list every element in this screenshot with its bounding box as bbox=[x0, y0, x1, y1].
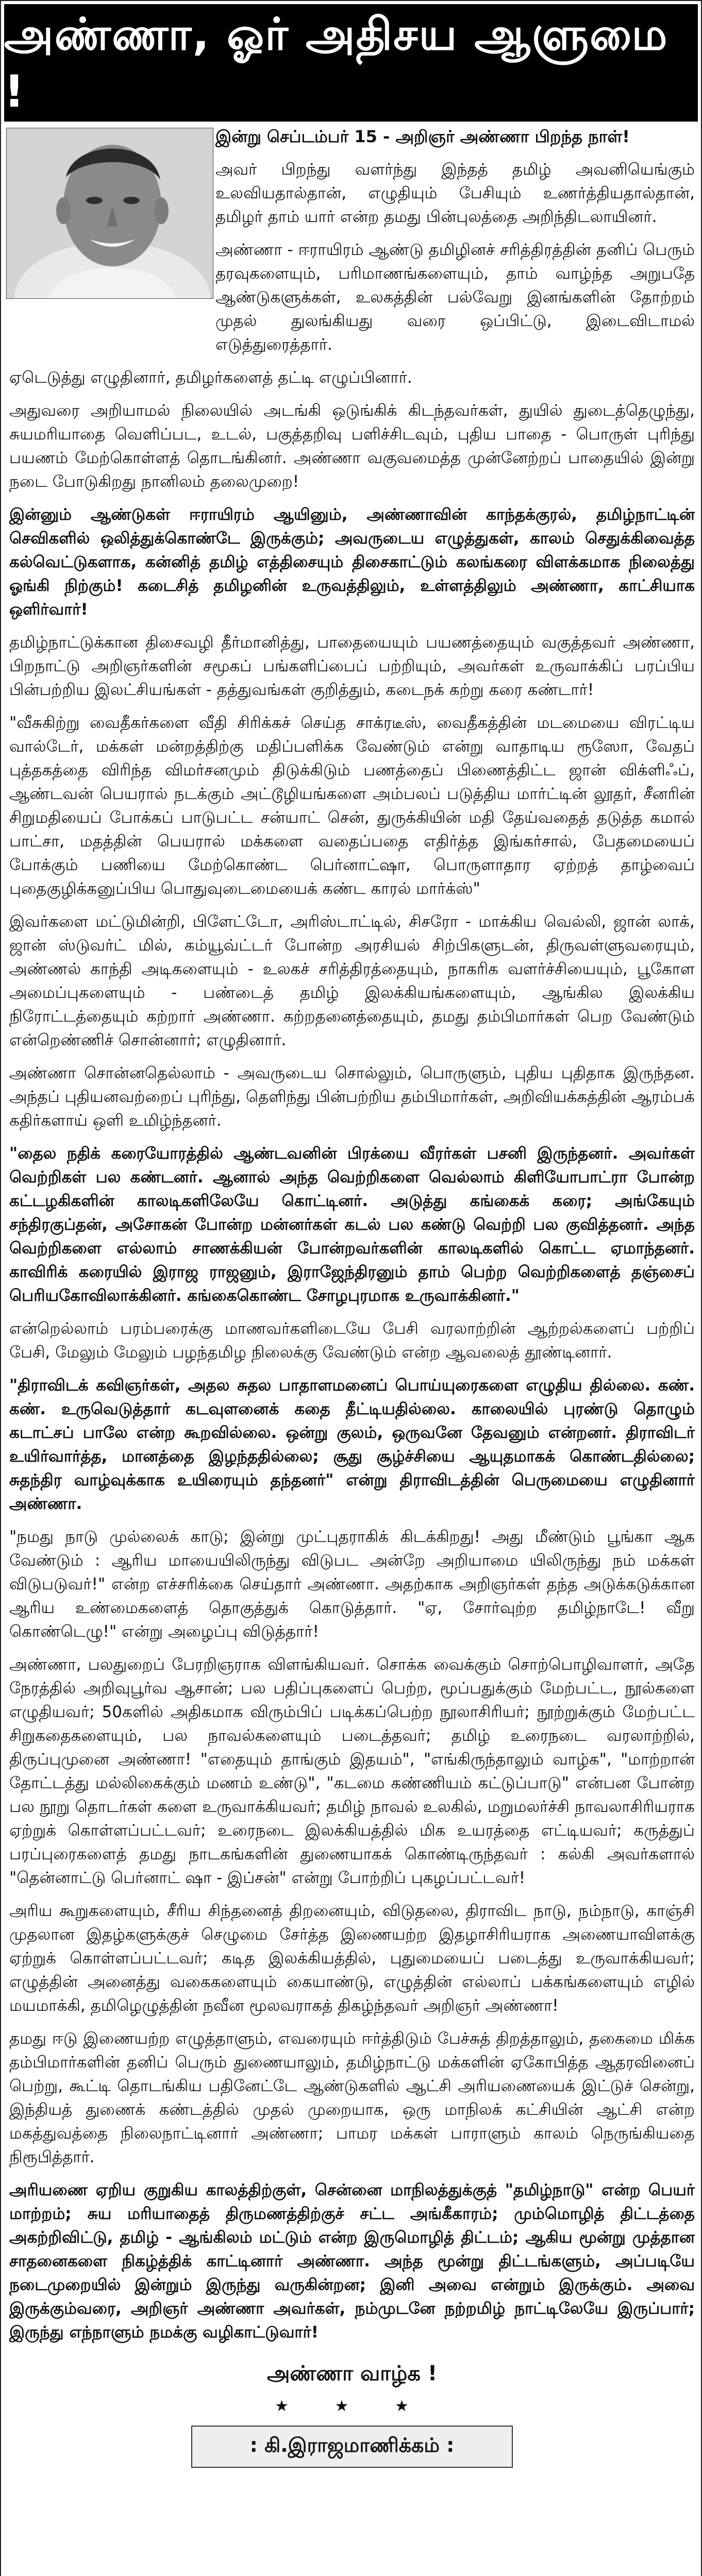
paragraph-8: "நமது நாடு முல்லைக் காடு; இன்று முட்புதராகிக் கிடக்கிறது! அது மீண்டும் பூங்கா ஆக வேண்டும் : ஆரிய மாயையிலிருந்து விடுபட அன்றே அறியாமை யிலிருந்து நம் மக்கள் விடுபடுவர்!" என்ற எச்சரிக்கை செய்தார் அண்ணா. அதற்காக அறிஞர்கள் தந்த அடுக்கடுக்கான ஆரிய உண்மைகளைத் தொகுத்துக் கொடுத்தார். "ஏ, சோர்வுற்ற தமிழ்நாடே! வீறு கொண்டெழு!" என்று அழைப்பு விடுத்தார்! bbox=[9, 1528, 695, 1641]
paragraph-1: ஏடெடுத்து எழுதினார், தமிழர்களைத் தட்டி எழுப்பினார். bbox=[9, 368, 412, 387]
paragraph-7: என்றெல்லாம் பரம்பரைக்கு மாணவர்களிடையே பேசி வரலாற்றின் ஆற்றல்களைப் பற்றிப் பேசி, மேலும் மேலும் பழந்தமிழ நிலைக்கு வேண்டும் என்ற ஆவலைத் தூண்டினார். bbox=[9, 1319, 695, 1362]
quote-paragraph: "தைல நதிக் கரையோரத்தில் ஆண்டவனின் பிரக்யை வீரர்கள் பசனி இருந்தனர். அவர்கள் வெற்றிகள் பல கண்டனர். ஆனால் அந்த வெற்றிகளை வெல்லாம் கிளியோபாட்ரா போன்ற கட்டழகிகளின் காலடிகளிலேயே கொட்டினர். அடுத்து கங்கைக் கரை; அங்கேயும் சந்திரகுப்தன், அசோகன் போன்ற மன்னர்கள் கடல் பல கண்டு வெற்றி பல குவித்தனர். அந்த வெற்றிகளை எல்லாம் சாணக்கியன் போன்றவர்களின் காலடிகளில் கொட்ட ஏமாந்தனர். காவிரிக் கரையில் இராஜ ராஜனும், இராஜேந்திரனும் தாம் பெற்ற வெற்றிகளைத் தஞ்சைப் பெரியகோவிலாக்கினர். கங்கைகொண்ட சோழபுரமாக உருவாக்கினர்." bbox=[9, 1144, 695, 1305]
paragraph-4: "வீசுகிற்று வைதீகர்களை வீதி சிரிக்கச் செய்த சாக்ரடீஸ், வைதீகத்தின் மடமையை விரட்டிய வால்டேர், மக்கள் மன்றத்திற்கு மதிப்பளிக்க வேண்டும் என்று வாதாடிய ரூஸோ, வேதப் புத்தகத்தை விரிந்த விமர்சனமும் திடுக்கிடும் பணத்தைப் பிணைத்திட்ட ஜான் விக்ளிஃப், ஆண்டவன் பெயரால் நடக்கும் அட்டூழியங்களை அம்பலப் படுத்திய மார்ட்டின் லூதர், சீனரின் சிறுமதியைப் போக்கப் பாடுபட்ட சன்யாட் சென், துருக்கியின் மதி தேய்வதைத் தடுத்த கமால் பாட்சா, மதத்தின் பெயரால் மக்களை வதைப்பதை எதிர்த்த இங்கர்சால், பேதமையைப் போக்கும் பணியை மேற்கொண்ட பெர்னாட்ஷா, பொருளாதார ஏற்றத் தாழ்வைப் புதைகுழிக்கனுப்பிய பொதுவுடைமையைக் கண்ட காரல் மார்க்ஸ்" bbox=[9, 714, 695, 898]
highlight-paragraph-1: இன்னும் ஆண்டுகள் ஈராயிரம் ஆயினும், அண்ணாவின் காந்தக்குரல், தமிழ்நாட்டின் செவிகளில் ஒலித்துக்கொண்டே இருக்கும்; அவருடைய எழுத்துகள், காலம் செதுக்கிவைத்த கல்வெட்டுகளாக, கன்னித் தமிழ் எத்திசையும் திசைகாட்டும் கலங்கரை விளக்கமாக நிலைத்து ஓங்கி நிற்கும்! கடைசித் தமிழனின் உருவத்திலும், உள்ளத்திலும் அண்ணா, காட்சியாக ஒளிர்வார்! bbox=[9, 505, 695, 619]
highlight-paragraph-3: அரியணை ஏறிய குறுகிய காலத்திற்குள், சென்னை மாநிலத்துக்குத் "தமிழ்நாடு" என்ற பெயர் மாற்றம்; சுய மரியாதைத் திருமணத்திற்குச் சட்ட அங்கீகாரம்; மும்மொழித் திட்டத்தை அகற்றிவிட்டு, தமிழ் - ஆங்கிலம் மட்டும் என்ற இருமொழித் திட்டம்; ஆகிய மூன்று முத்தான சாதனைகளை நிகழ்த்திக் காட்டினார் அண்ணா. அந்த மூன்று திட்டங்களும், அப்படியே நடைமுறையில் இன்றும் இருந்து வருகின்றன; இனி அவை என்றும் இருக்கும். அவை இருக்கும்வரை, அறிஞர் அண்ணா அவர்கள், நம்முடனே நற்றமிழ் நாட்டிலேயே இருப்பார்; இருந்து எந்நாளும் நமக்கு வழிகாட்டுவார்! bbox=[9, 2181, 695, 2342]
date-line: இன்று செப்டம்பர் 15 - அறிஞர் அண்ணா பிறந்த நாள்! bbox=[215, 127, 630, 146]
article-body bbox=[9, 125, 695, 2468]
article-title: அண்ணா, ஓர் அதிசய ஆளுமை ! bbox=[4, 4, 698, 122]
author-name: : கி.இராஜமாணிக்கம் : bbox=[191, 2426, 513, 2468]
paragraph-2: அதுவரை அறியாமல் நிலையில் அடங்கி ஒடுங்கிக் கிடந்தவர்கள், துயில் துடைத்தெழுந்து, சுயமரியாதை வெளிப்பட, உடல், பகுத்தறிவு பளிச்சிடவும், புதிய பாதை - பொருள் புரிந்து பயணம் மேற்கொள்ளத் தொடங்கினர். அண்ணா வகுவமைத்த முன்னேற்றப் பாதையில் இன்று நடை போடுகிறது நானிலம் தலைமுறை! bbox=[9, 401, 695, 491]
paragraph-5: இவர்களை மட்டுமின்றி, பிளேட்டோ, அரிஸ்டாட்டில், சிசரோ - மாக்கிய வெல்லி, ஜான் லாக், ஜான் ஸ்டுவர்ட் மில், கம்யூவ்ட்டர் போன்ற அரசியல் சிற்பிகளுடன், திருவள்ளுவரையும், அண்ணல் காந்தி அடிகளையும் - உலகச் சரித்திரத்தையும், நாகரிக வளர்ச்சியையும், பூகோள அமைப்புகளையும் - பண்டைத் தமிழ் இலக்கியங்களையும், ஆங்கில இலக்கிய நிரோட்டத்தையும் கற்றார் அண்ணா. கற்றதனைத்தையும், தமது தம்பிமார்கள் பெற வேண்டும் என்றெண்ணிச் சொன்னார்; எழுதினார். bbox=[9, 912, 695, 1049]
paragraph-9: அண்ணா, பலதுறைப் பேரறிஞராக விளங்கியவர். சொக்க வைக்கும் சொற்பொழிவாளர், அதே நேரத்தில் அறிவுபூர்வ ஆசான்; பல பதிப்புகளைப் பெற்ற, மூப்பதுக்கும் மேற்பட்ட, நூல்களை எழுதியவர்; 50களில் அதிகமாக விரும்பிப் படிக்கப்பெற்ற நூலாசிரியர்; நூற்றுக்கும் மேற்பட்ட சிறுகதைகளையும், பல நாவல்களையும் படைத்தவர்; தமிழ் உரைநடை வரலாற்றில், திருப்புமுனை அண்ணா! "எதையும் தாங்கும் இதயம்", "எங்கிருந்தாலும் வாழ்க", "மாற்றான் தோட்டத்து மல்லிகைக்கும் மணம் உண்டு", "கடமை கண்ணியம் கட்டுப்பாடு" என்பன போன்ற பல நூறு தொடர்கள் களை உருவாக்கியவர்; தமிழ் நாவல் உலகில், மறுமலர்ச்சி நாவலாசிரியராக ஏற்றுக் கொள்ளப்பட்டவர்; உரைநடை இலக்கியத்தில் மிக உயரத்தை எட்டியவர்; கருத்துப் பரப்புரைகளைத் தமது நாடகங்களின் துணையாகக் கொண்டிருந்தவர் : கல்கி அவர்களால் "தென்னாட்டு பெர்னாட் ஷா - இப்சன்" என்று போற்றிப் புகழப்பட்டவர்! bbox=[9, 1655, 695, 1887]
paragraph-3: தமிழ்நாட்டுக்கான திசைவழி தீர்மானித்து, பாதையையும் பயணத்தையும் வகுத்தவர் அண்ணா, பிறநாட்டு அறிஞர்களின் சமூகப் பங்களிப்பைப் பற்றியும், அவர்கள் உருவாக்கிப் பரப்பிய பின்பற்றிய இலட்சியங்கள் - தத்துவங்கள் குறித்தும், கடைநக் கற்று கரை கண்டார்! bbox=[9, 633, 695, 699]
intro-paragraph-1: அவர் பிறந்து வளர்ந்து இந்தத் தமிழ் அவனியெங்கும் உலவியதால்தான், எழுதியும் பேசியும் உணர்த்தியதால்தான், தமிழர் தாம் யார் என்ற தமது பின்புலத்தை அறிந்திடலாயினர். bbox=[215, 160, 695, 226]
intro-paragraph-2: அண்ணா - ஈராயிரம் ஆண்டு தமிழினச் சரித்திரத்தின் தனிப் பெரும் தரவுகளையும், பரிமாணங்களையும், தாம் வாழ்ந்த அறுபதே ஆண்டுகளுக்கள், உலகத்தின் பல்வேறு இனங்களின் தோற்றம் முதல் துலங்கியது வரை ஒப்பிட்டு, இடைவிடாமல் எடுத்துரைத்தார். bbox=[215, 241, 695, 354]
paragraph-11: தமது ஈடு இணையற்ற எழுத்தாளும், எவரையும் ஈர்த்திடும் பேச்சுத் திறத்தாலும், தகைமை மிக்க தம்பிமார்களின் தனிப் பெரும் துணையாலும், தமிழ்நாட்டு மக்களின் ஏகோபித்த ஆதரவினைப் பெற்று, கூட்டி தொடங்கிய பதினேட்டே ஆண்டுகளில் ஆட்சி அரியணையைக் இட்டுச் சென்று, இந்தியத் துணைக் கண்டத்தில் முதல் முறையாக, ஒரு மாநிலக் கட்சியின் ஆட்சி என்ற மகத்துவத்தை நிலைநாட்டினார் அண்ணா; பாமர மக்கள் பாராளும் காலம் நெருங்கியதை நிரூபித்தார். bbox=[9, 2029, 695, 2166]
star-divider: ★ ★ ★ bbox=[275, 2397, 429, 2415]
intro-block bbox=[215, 125, 695, 357]
signoff-slogan: அண்ணா வாழ்க ! bbox=[266, 2362, 438, 2385]
highlight-paragraph-2: "திராவிடக் கவிஞர்கள், அதல சுதல பாதாளமனைப் பொய்யுரைகளை எழுதிய தில்லை. கண். கண். உருவெடுத்தார் கடவுளனைக் கதை தீட்டியதில்லை. காலையில் புரண்டு தொழும் கடாட்சப் பாலே என்ற கூறவில்லை. ஒன்று குலம், ஒருவனே தேவனும் என்றனர். திராவிடர் உயிர்வார்த்த, மானத்தை இழந்ததில்லை; சூது சூழ்ச்சியை ஆயுதமாகக் கொண்டதில்லை; சுதந்திர வாழ்வுக்காக உயிரையும் தந்தனர்" என்று திராவிடத்தின் பெருமையை எழுதினார் அண்ணா. bbox=[9, 1376, 695, 1513]
paragraph-6: அண்ணா சொன்னதெல்லாம் - அவருடைய சொல்லும், பொருளும், புதிய புதிதாக இருந்தன. அந்தப் புதியனவற்றைப் புரிந்து, தெளிந்து பின்பற்றிய தம்பிமார்கள், அறிவியக்கத்தின் ஆரம்பக் கதிர்களாய் ஒளி உமிழ்ந்தனர். bbox=[9, 1064, 695, 1130]
paragraph-10: அரிய கூறுகளையும், சீரிய சிந்தனைத் திறனையும், விடுதலை, திராவிட நாடு, நம்நாடு, காஞ்சி முதலான இதழ்களுக்குச் செழுமை சேர்த்த இணையற்ற இதழாசிரியராக அணையாவிளக்கு ஏற்றுக் கொள்ளப்பட்டவர்; கடித இலக்கியத்தில், புதுமையைப் படைத்து உருவாக்கியவர்; எழுத்தின் அனைத்து வகைகளையும் கையாண்டு, எழுத்தின் எல்லாப் பக்கங்களையும் எழில் மயமாக்கி, தமிழெழுத்தின் நவீன மூலவராகத் திகழ்ந்தவர் அறிஞர் அண்ணா! bbox=[9, 1902, 695, 2015]
